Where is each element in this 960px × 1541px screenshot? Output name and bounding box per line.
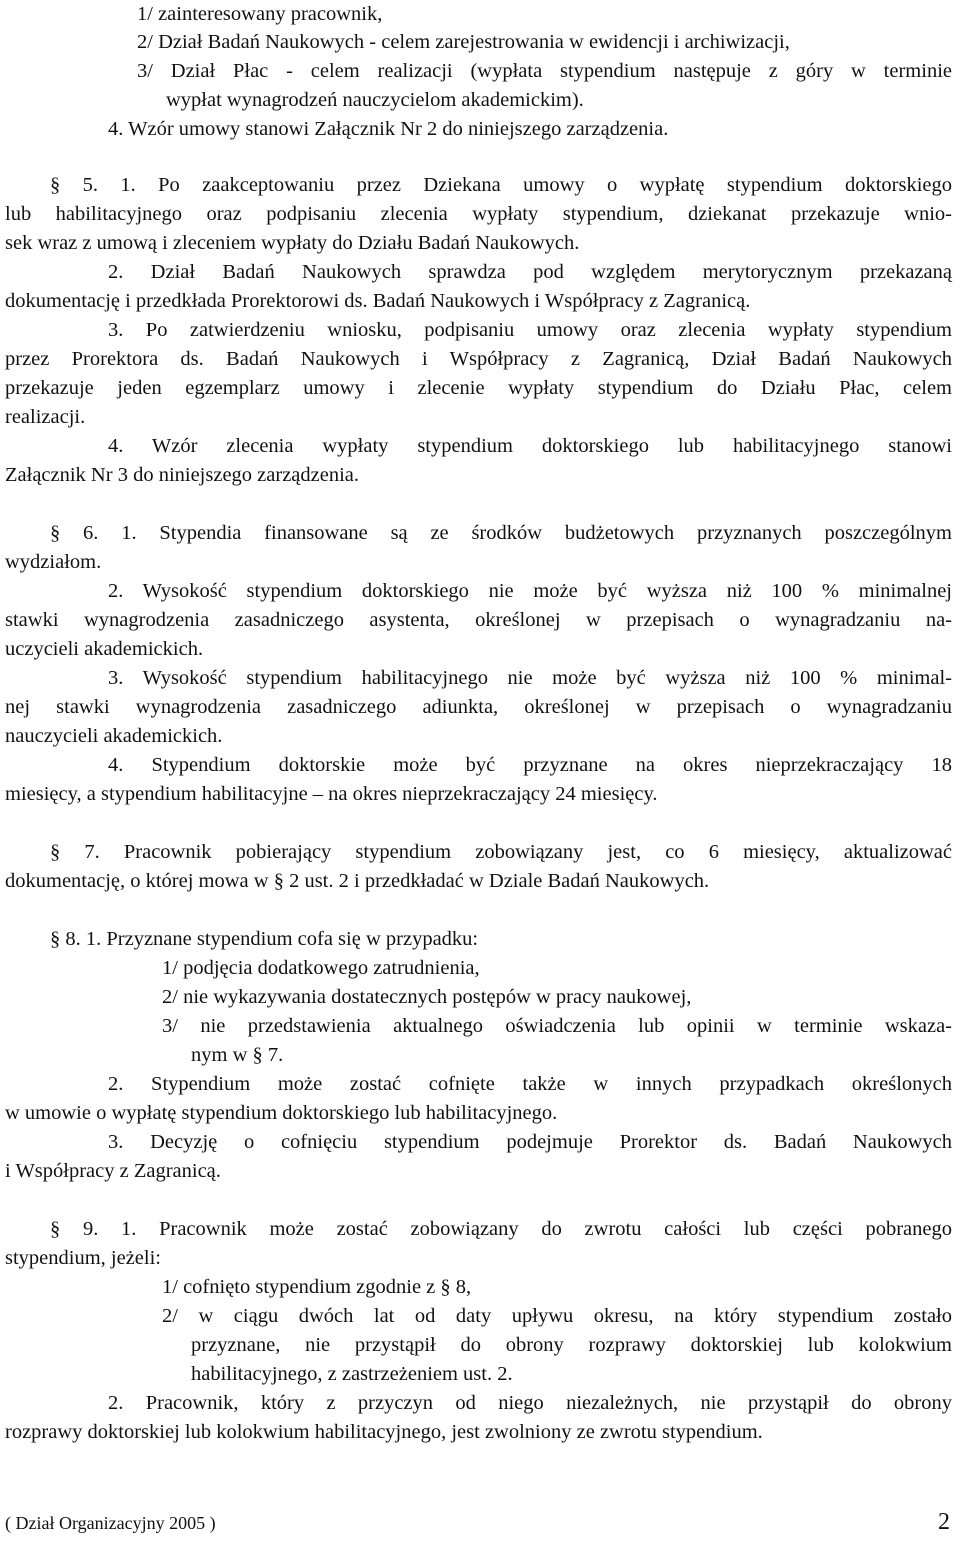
text-line: przyznane, nie przystąpił do obrony rozprawy doktorskiej lub kolokwium [191, 1334, 952, 1356]
text-line: 1/ podjęcia dodatkowego zatrudnienia, [162, 957, 480, 979]
text-line: 4. Stypendium doktorskie może być przyznane na okres nieprzekraczający 18 [108, 754, 952, 776]
text-line: przekazuje jeden egzemplarz umowy i zlecenie wypłaty stypendium do Działu Płac, celem [5, 377, 952, 399]
text-line: habilitacyjnego, z zastrzeżeniem ust. 2. [191, 1363, 513, 1385]
text-line: 3. Wysokość stypendium habilitacyjnego nie może być wyższa niż 100 % minimal- [108, 667, 952, 689]
text-line: 2/ w ciągu dwóch lat od daty upływu okresu, na który stypendium zostało [162, 1305, 952, 1327]
text-line: sek wraz z umową i zleceniem wypłaty do Działu Badań Naukowych. [5, 232, 580, 254]
text-line: i Współpracy z Zagranicą. [5, 1160, 221, 1182]
text-line: w umowie o wypłatę stypendium doktorskiego lub habilitacyjnego. [5, 1102, 558, 1124]
text-line: 4. Wzór zlecenia wypłaty stypendium doktorskiego lub habilitacyjnego stanowi [108, 435, 952, 457]
text-line: rozprawy doktorskiej lub kolokwium habilitacyjnego, jest zwolniony ze zwrotu stypendium. [5, 1421, 763, 1443]
text-line: § 5. 1. Po zaakceptowaniu przez Dziekana umowy o wypłatę stypendium doktorskiego [50, 174, 952, 196]
text-line: § 7. Pracownik pobierający stypendium zobowiązany jest, co 6 miesięcy, aktualizować [50, 841, 952, 863]
text-line: § 9. 1. Pracownik może zostać zobowiązany do zwrotu całości lub części pobranego [50, 1218, 952, 1240]
text-line: stypendium, jeżeli: [5, 1247, 161, 1269]
text-line: wypłat wynagrodzeń nauczycielom akademickim). [166, 89, 584, 111]
text-line: 2. Stypendium może zostać cofnięte także w innych przypadkach określonych [108, 1073, 952, 1095]
text-line: przez Prorektora ds. Badań Naukowych i Współpracy z Zagranicą, Dział Badań Naukowych [5, 348, 952, 370]
text-line: wydziałom. [5, 551, 102, 573]
text-line: 3. Po zatwierdzeniu wniosku, podpisaniu umowy oraz zlecenia wypłaty stypendium [108, 319, 952, 341]
text-line: 2. Wysokość stypendium doktorskiego nie może być wyższa niż 100 % minimalnej [108, 580, 952, 602]
text-line: 2/ Dział Badań Naukowych - celem zarejestrowania w ewidencji i archiwizacji, [137, 31, 790, 53]
text-line: nym w § 7. [191, 1044, 284, 1066]
text-line: stawki wynagrodzenia zasadniczego asystenta, określonej w przepisach o wynagradzaniu na- [5, 609, 952, 631]
text-line: dokumentację i przedkłada Prorektorowi ds. Badań Naukowych i Współpracy z Zagranicą. [5, 290, 751, 312]
text-line: 3/ nie przedstawienia aktualnego oświadczenia lub opinii w terminie wskaza- [162, 1015, 952, 1037]
text-line: dokumentację, o której mowa w § 2 ust. 2 i przedkładać w Dziale Badań Naukowych. [5, 870, 710, 892]
footer-department: ( Dział Organizacyjny 2005 ) [5, 1513, 216, 1533]
text-line: Załącznik Nr 3 do niniejszego zarządzenia. [5, 464, 360, 486]
text-line: 1/ zainteresowany pracownik, [137, 3, 383, 25]
text-line: nauczycieli akademickich. [5, 725, 223, 747]
text-line: miesięcy, a stypendium habilitacyjne – na okres nieprzekraczający 24 miesięcy. [5, 783, 658, 805]
text-line: uczycieli akademickich. [5, 638, 204, 660]
text-line: lub habilitacyjnego oraz podpisaniu zlecenia wypłaty stypendium, dziekanat przekazuje wnio- [5, 203, 952, 225]
text-line: 1/ cofnięto stypendium zgodnie z § 8, [162, 1276, 472, 1298]
text-line: nej stawki wynagrodzenia zasadniczego adiunkta, określonej w przepisach o wynagradzaniu [5, 696, 952, 718]
text-line: 2/ nie wykazywania dostatecznych postępów w pracy naukowej, [162, 986, 692, 1008]
text-line: 2. Pracownik, który z przyczyn od niego niezależnych, nie przystąpił do obrony [108, 1392, 952, 1414]
text-line: § 6. 1. Stypendia finansowane są ze środków budżetowych przyznanych poszczególnym [50, 522, 952, 544]
text-line: 4. Wzór umowy stanowi Załącznik Nr 2 do niniejszego zarządzenia. [108, 118, 669, 140]
text-line: 3. Decyzję o cofnięciu stypendium podejmuje Prorektor ds. Badań Naukowych [108, 1131, 952, 1153]
text-line: 3/ Dział Płac - celem realizacji (wypłata stypendium następuje z góry w terminie [137, 60, 952, 82]
text-line: 2. Dział Badań Naukowych sprawdza pod względem merytorycznym przekazaną [108, 261, 952, 283]
text-line: realizacji. [5, 406, 86, 428]
text-line: § 8. 1. Przyznane stypendium cofa się w przypadku: [50, 928, 479, 950]
page-number: 2 [938, 1509, 950, 1535]
